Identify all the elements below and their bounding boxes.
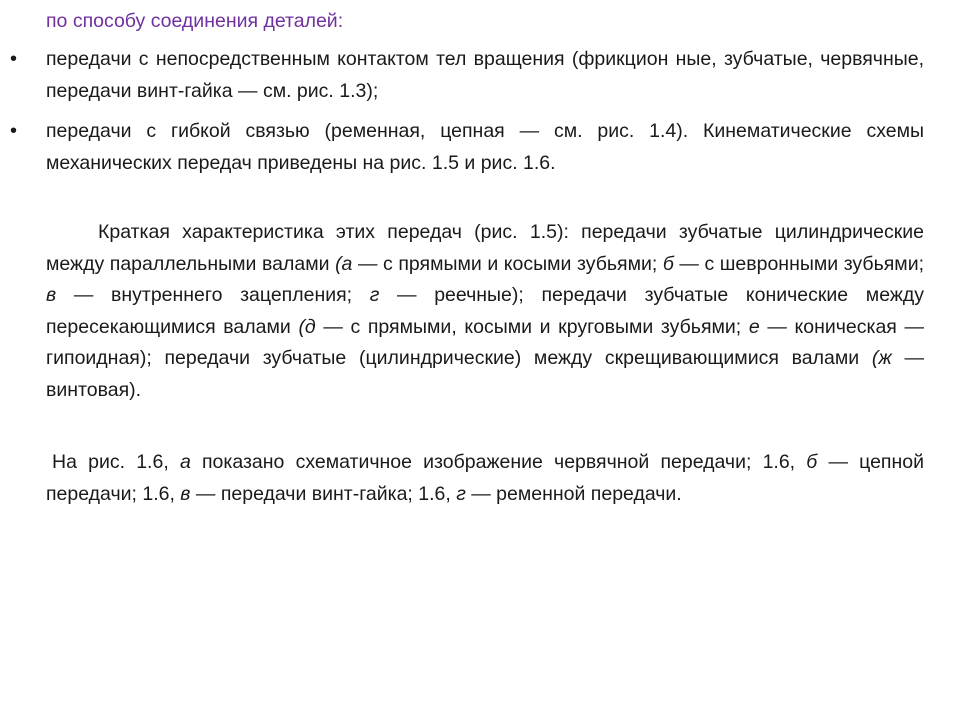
text-run: — винтовая). — [46, 347, 924, 401]
text-run: — передачи винт-гайка; 1.6, — [190, 482, 457, 505]
section-heading: по способу соединения деталей: — [46, 10, 344, 32]
bullet-item-direct-contact — [10, 44, 930, 108]
label-v: в — [46, 284, 57, 306]
text-run: На рис. 1.6, — [52, 451, 180, 473]
label-e: е — [748, 315, 760, 338]
text-run: — с прямыми, косыми и круговыми зубьями; — [315, 315, 749, 338]
text-run: Краткая характеристика этих передач (рис. 1.5): передачи зубчатые цилиндрические между параллельными валами — [46, 221, 924, 275]
label-a: а — [179, 451, 191, 473]
label-a: (а — [335, 252, 353, 275]
label-g: г — [369, 284, 380, 306]
label-zh: (ж — [871, 347, 892, 369]
bullet-icon: • — [10, 120, 18, 142]
text-run: — цепной передачи; 1.6, — [46, 451, 924, 505]
label-d: (д — [298, 315, 316, 338]
label-b: б — [806, 451, 818, 473]
text-run: показано схематичное изображение червячной передачи; 1.6, — [190, 451, 807, 473]
text-run: — внутреннего зацепления; — [56, 284, 370, 306]
text-run: — коническая — гипоидная); передачи зубчатые (цилиндрические) между скрещивающимися валами — [46, 315, 924, 369]
text-run: — ременной передачи. — [465, 482, 682, 505]
label-b: б — [662, 252, 674, 275]
label-v: в — [180, 482, 191, 505]
paragraph-characteristics — [46, 217, 924, 406]
bullet-icon: • — [10, 48, 18, 70]
text-run: — с прямыми и косыми зубьями; — [352, 252, 663, 275]
text-run: — с шевронными зубьями; — [673, 252, 925, 275]
bullet-text: передачи с непосредственным контактом тел вращения (фрикцион ные, зубчатые, червячные, передачи винт-гайка — см. рис. 1.3); — [46, 48, 924, 102]
bullet-text: передачи с гибкой связью (ременная, цепная — см. рис. 1.4). Кинематические схемы механических передач приведены на рис. 1.5 и рис. 1.6. — [46, 120, 924, 174]
bullet-item-flexible-link — [10, 116, 930, 212]
text-run: — реечные); передачи зубчатые конические между пересекающимися валами — [46, 284, 924, 338]
paragraph-fig-1-6 — [46, 447, 924, 510]
label-g: г — [456, 482, 466, 505]
